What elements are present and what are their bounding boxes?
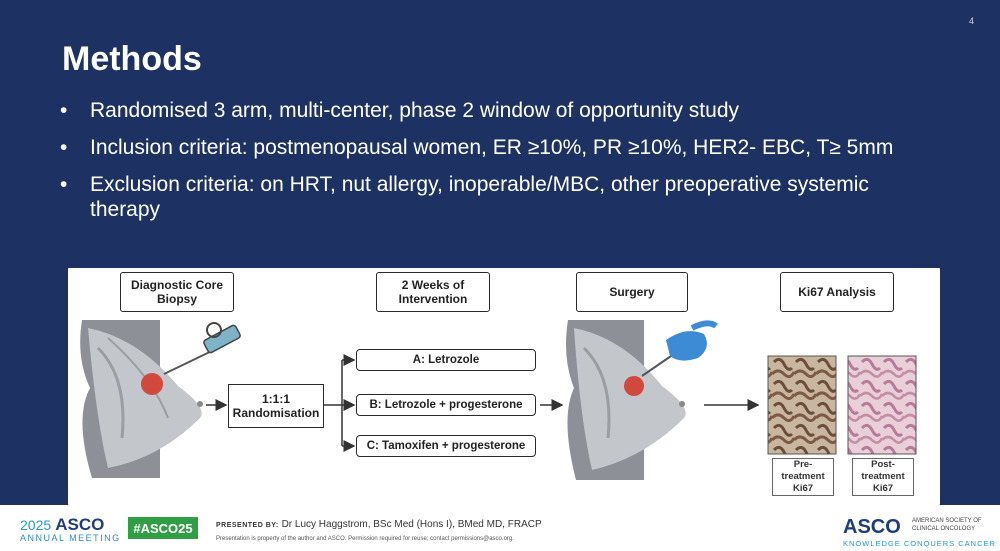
- permission-notice: Presentation is property of the author and ASCO. Permission required for reuse; contact permissions@asco.org.: [216, 536, 514, 542]
- randomisation-box: [228, 384, 324, 428]
- bullet-list: [58, 98, 918, 234]
- meeting-logo: 2025 ASCO: [20, 515, 105, 534]
- breast-illustration-right: [566, 320, 716, 480]
- post-treatment-tissue-image: [848, 356, 916, 454]
- bullet-item: • Inclusion criteria: postmenopausal women, ER ≥10%, PR ≥10%, HER2- EBC, T≥ 5mm: [58, 135, 918, 160]
- society-name: AMERICAN SOCIETY OF CLINICAL ONCOLOGY: [912, 518, 982, 532]
- surgery-label: Surgery: [576, 272, 688, 312]
- asco-logo: ASCO: [843, 516, 901, 538]
- presenter-name: Dr Lucy Haggstrom, BSc Med (Hons I), BMed MD, FRACP: [281, 519, 542, 530]
- hashtag-badge: #ASCO25: [128, 517, 198, 539]
- tagline: KNOWLEDGE CONQUERS CANCER: [843, 539, 996, 548]
- intervention-label: 2 Weeks of Intervention: [376, 272, 490, 312]
- slide-title: Methods: [62, 40, 202, 78]
- biopsy-label: Diagnostic Core Biopsy: [120, 272, 234, 312]
- randomisation-label: Randomisation: [232, 406, 320, 420]
- pre-treatment-tissue-image: [768, 356, 836, 454]
- breast-illustration-left: [80, 320, 241, 478]
- ki67-analysis-label: Ki67 Analysis: [780, 272, 894, 312]
- page-number: 4: [968, 16, 974, 26]
- study-design-diagram: [68, 268, 940, 505]
- bullet-item: • Exclusion criteria: on HRT, nut allergy, inoperable/MBC, other preoperative systemic therapy: [58, 172, 918, 222]
- arm-b: B: Letrozole + progesterone: [356, 394, 536, 416]
- annual-meeting-label: ANNUAL MEETING: [20, 533, 121, 543]
- bullet-item: • Randomised 3 arm, multi-center, phase 2 window of opportunity study: [58, 98, 918, 123]
- post-treatment-label: Post-treatment Ki67: [852, 458, 914, 496]
- arm-c: C: Tamoxifen + progesterone: [356, 435, 536, 457]
- footer-bar: [0, 505, 1000, 551]
- arm-a: A: Letrozole: [356, 349, 536, 371]
- presenter-line: [216, 519, 542, 530]
- pre-treatment-label: Pre-treatment Ki67: [772, 458, 834, 496]
- presented-by-label: PRESENTED BY:: [216, 522, 279, 529]
- randomisation-ratio: 1:1:1: [261, 392, 290, 406]
